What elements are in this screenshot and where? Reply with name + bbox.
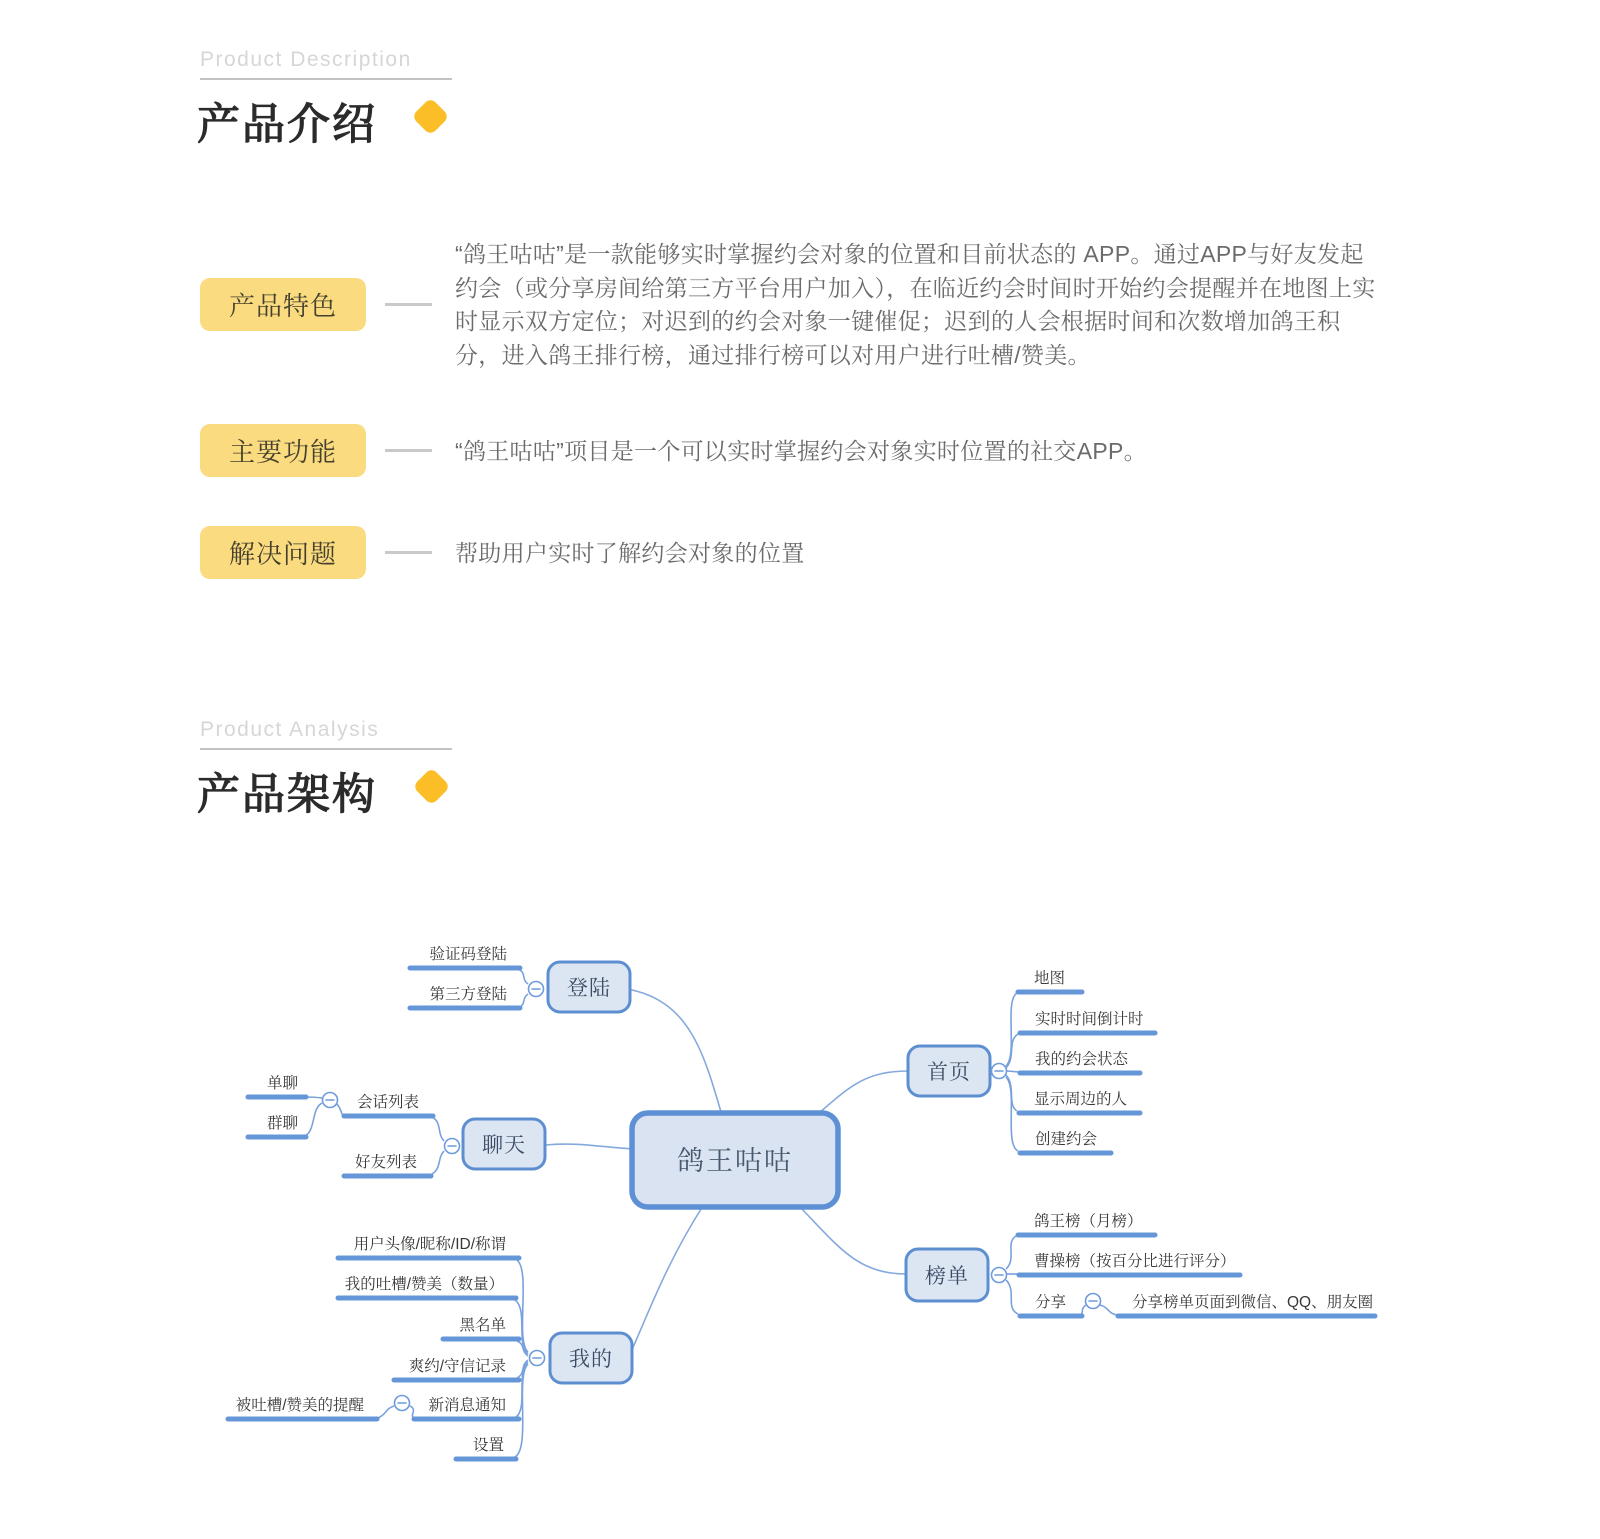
node-chat-label: 聊天: [482, 1134, 526, 1157]
function-label: 主要功能: [200, 424, 366, 477]
minus-circle-icon: [530, 1351, 545, 1366]
mindmap-node-login: [548, 962, 630, 1012]
mindmap-root-node: [632, 1113, 838, 1207]
analysis-eyebrow: Product Analysis: [200, 718, 380, 741]
minus-circle-icon: [323, 1093, 338, 1108]
leaf-label: 黑名单: [459, 1317, 506, 1334]
node-login-label: 登陆: [567, 977, 611, 1000]
leaf-label: 会话列表: [356, 1094, 419, 1111]
leaf-label: 被吐槽/赞美的提醒: [235, 1397, 364, 1414]
minus-circle-icon: [992, 1268, 1007, 1283]
leaf-label: 我的约会状态: [1035, 1051, 1129, 1068]
leaf-label: 分享榜单页面到微信、QQ、朋友圈: [1132, 1294, 1374, 1311]
problem-text: 帮助用户实时了解约会对象的位置: [455, 540, 805, 566]
analysis-title: 产品架构: [197, 771, 377, 819]
intro-title: 产品介绍: [197, 101, 377, 149]
mindmap-node-home: [908, 1046, 990, 1096]
mindmap-node-rank: [906, 1249, 988, 1301]
leaf-label: 显示周边的人: [1034, 1091, 1128, 1108]
mindmap-leaf-underlines: [228, 968, 1375, 1459]
problem-label: 解决问题: [200, 526, 366, 579]
leaf-label: 曹操榜（按百分比进行评分）: [1034, 1253, 1236, 1270]
leaf-label: 单聊: [266, 1075, 298, 1092]
leaf-label: 第三方登陆: [429, 986, 507, 1003]
minus-circle-icon: [992, 1064, 1007, 1079]
minus-circle-icon: [445, 1139, 460, 1154]
leaf-label: 实时时间倒计时: [1035, 1011, 1144, 1028]
leaf-label: 分享: [1035, 1294, 1067, 1311]
minus-circle-icon: [529, 982, 544, 997]
leaf-label: 验证码登陆: [429, 946, 507, 963]
leaf-label: 设置: [472, 1437, 504, 1454]
mindmap-leaf-connectors: [305, 969, 1117, 1457]
minus-circle-icon: [1086, 1294, 1101, 1309]
mindmap-node-chat: [463, 1119, 545, 1169]
leaf-label: 鸽王榜（月榜）: [1034, 1213, 1143, 1230]
leaf-label: 用户头像/昵称/ID/称谓: [353, 1236, 506, 1253]
node-rank-label: 榜单: [925, 1265, 969, 1288]
node-mine-label: 我的: [569, 1348, 613, 1371]
leaf-label: 好友列表: [354, 1154, 417, 1171]
feature-label: 产品特色: [200, 278, 366, 331]
feature-text: “鸽王咕咕”是一款能够实时掌握约会对象的位置和目前状态的 APP。通过APP与好友发起约会（或分享房间给第三方平台用户加入），在临近约会时间时开始约会提醒并在地图上实时显示双方定位；对迟到的约会对象一键催促；迟到的人会根据时间和次数增加鸽王积分，进入鸽王排行榜，通过排行榜可以对用户进行吐槽/赞美。: [455, 241, 1376, 368]
node-home-label: 首页: [927, 1061, 971, 1084]
intro-eyebrow: Product Description: [200, 48, 412, 71]
leaf-label: 创建约会: [1035, 1131, 1098, 1148]
minus-circle-icon: [395, 1396, 410, 1411]
mindmap-node-mine: [550, 1333, 632, 1383]
leaf-label: 新消息通知: [428, 1397, 506, 1414]
leaf-label: 群聊: [266, 1115, 298, 1132]
function-text: “鸽王咕咕”项目是一个可以实时掌握约会对象实时位置的社交APP。: [455, 438, 1147, 464]
leaf-label: 我的吐槽/赞美（数量）: [344, 1276, 504, 1293]
leaf-label: 爽约/守信记录: [408, 1358, 506, 1375]
root-label: 鸽王咕咕: [677, 1146, 793, 1176]
leaf-label: 地图: [1034, 970, 1066, 987]
